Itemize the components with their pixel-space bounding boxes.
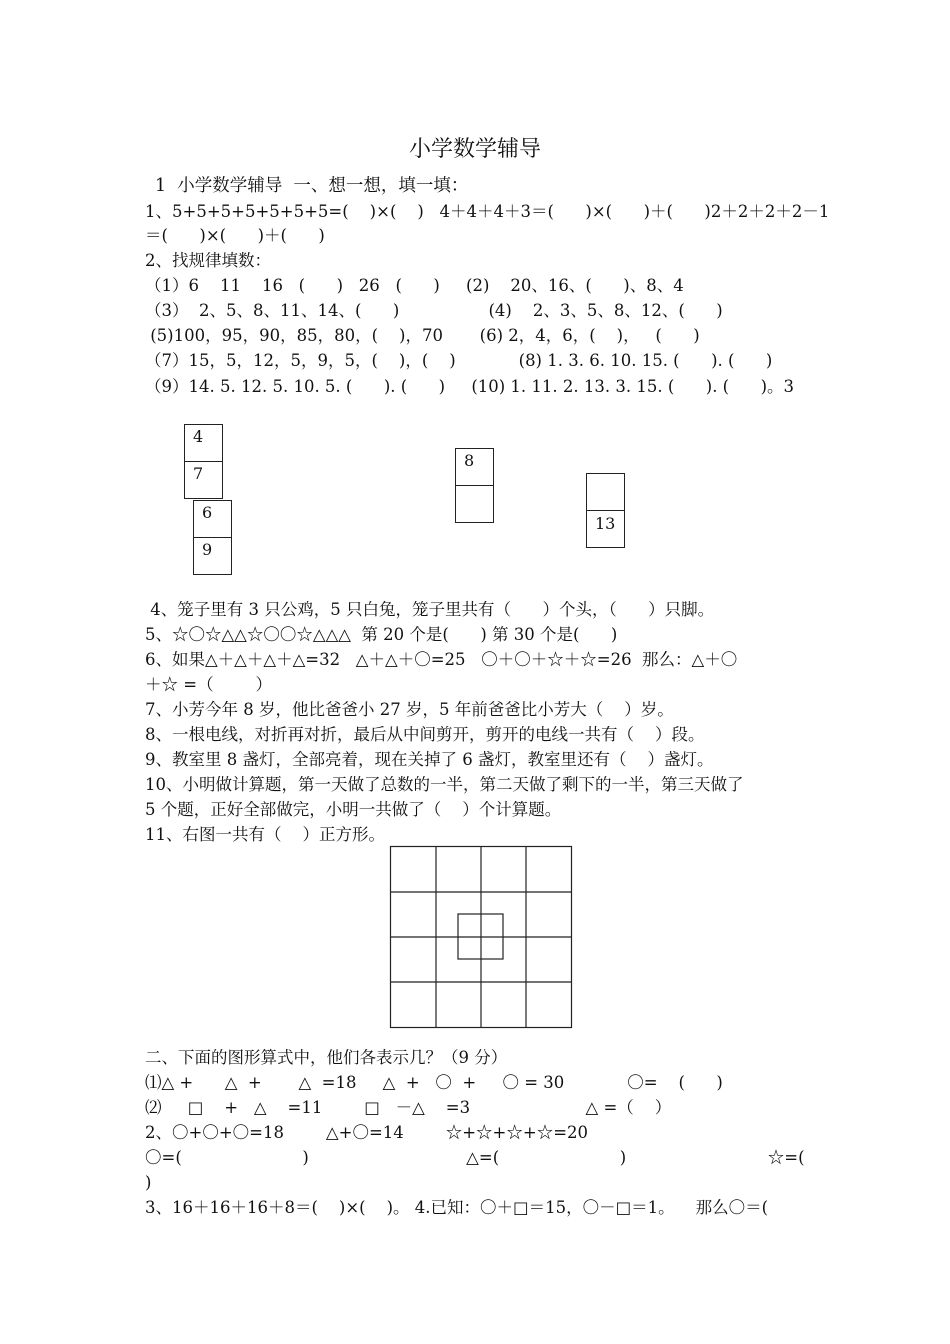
question-11: 11、右图一共有（ ）正方形。 — [145, 825, 385, 844]
question-5: 5、☆〇☆△△☆〇〇☆△△△ 第 20 个是( ) 第 30 个是( ) — [145, 625, 618, 644]
figure-box — [455, 448, 494, 486]
section2-line-1: ⑴△ + △ + △ =18 △ + 〇 + 〇 = 30 〇= ( ) — [145, 1073, 723, 1092]
figure-number: 8 — [464, 451, 475, 470]
square-grid-figure — [389, 845, 575, 1031]
section2-line-3: 2、〇+〇+〇=18 △+〇=14 ☆+☆+☆+☆=20 — [145, 1123, 589, 1142]
figure-box — [193, 500, 232, 538]
figure-number: 4 — [193, 427, 204, 446]
question-2-row-2: （3） 2、5、8、11、14、( ) (4) 2、3、5、8、12、( ) — [145, 301, 723, 320]
question-8: 8、一根电线，对折再对折，最后从中间剪开，剪开的电线一共有（ ）段。 — [145, 725, 705, 744]
question-10-line-1: 10、小明做计算题，第一天做了总数的一半，第二天做了剩下的一半，第三天做了 — [145, 775, 744, 794]
question-2-row-5: （9）14. 5. 12. 5. 10. 5. ( ). ( ) (10) 1. 11. 2. 13. 3. 15. ( ). ( )。3 — [145, 377, 795, 396]
page-title: 小学数学辅导 — [408, 137, 541, 162]
question-2-row-3: (5)100，95，90，85，80，( )，70 (6) 2，4，6，( )， ( ) — [145, 326, 700, 345]
section2-line-5: ) — [145, 1173, 152, 1192]
question-2-row-4: （7）15，5，12，5，9，5，( )，( ) (8) 1. 3. 6. 10. 15. ( ). ( ) — [145, 351, 773, 370]
section1-heading: 1 小学数学辅导 一、想一想，填一填： — [155, 176, 469, 196]
figure-number: 13 — [595, 514, 616, 533]
question-4: 4、笼子里有 3 只公鸡，5 只白兔，笼子里共有（ ）个头，（ ）只脚。 — [145, 600, 715, 619]
question-1-line-2: ＝( )×( )＋( ) — [145, 226, 325, 245]
question-6-line-1: 6、如果△＋△＋△＋△=32 △＋△＋〇=25 〇＋〇＋☆＋☆=26 那么：△＋〇 — [145, 650, 738, 669]
question-1-line-1: 1、5+5+5+5+5+5+5=( )×( ) 4＋4＋4＋3＝( )×( )＋( )2＋2＋2＋2－1 — [145, 202, 830, 221]
figure-number: 7 — [193, 464, 204, 483]
question-6-line-2: ＋☆ =（ ） — [145, 675, 273, 694]
figure-box — [586, 510, 625, 548]
question-9: 9、教室里 8 盏灯，全部亮着，现在关掉了 6 盏灯，教室里还有（ ）盏灯。 — [145, 750, 714, 769]
question-7: 7、小芳今年 8 岁，他比爸爸小 27 岁，5 年前爸爸比小芳大（ ）岁。 — [145, 700, 674, 719]
question-2-heading: 2、找规律填数： — [145, 251, 271, 270]
figure-box — [586, 473, 625, 511]
figure-number: 9 — [202, 540, 213, 559]
question-2-row-1: （1）6 11 16 ( ) 26 ( ) (2) 20、16、( )、8、4 — [145, 276, 684, 295]
figure-box — [193, 537, 232, 575]
figure-box — [184, 424, 223, 462]
section2-heading: 二、下面的图形算式中，他们各表示几？（9 分） — [145, 1048, 508, 1067]
section2-line-6: 3、16＋16＋16＋8＝( )×( )。 4.已知：〇＋□＝15，〇－□＝1。 那么〇＝( — [145, 1198, 769, 1217]
figure-box — [455, 485, 494, 523]
section2-line-4: 〇=( ) △=( ) ☆=( — [145, 1148, 805, 1167]
section2-line-2: ⑵ □ + △ =11 □ －△ =3 △ =（ ） — [145, 1098, 672, 1117]
question-10-line-2: 5 个题，正好全部做完，小明一共做了（ ）个计算题。 — [145, 800, 562, 819]
figure-box — [184, 461, 223, 499]
figure-number: 6 — [202, 503, 213, 522]
